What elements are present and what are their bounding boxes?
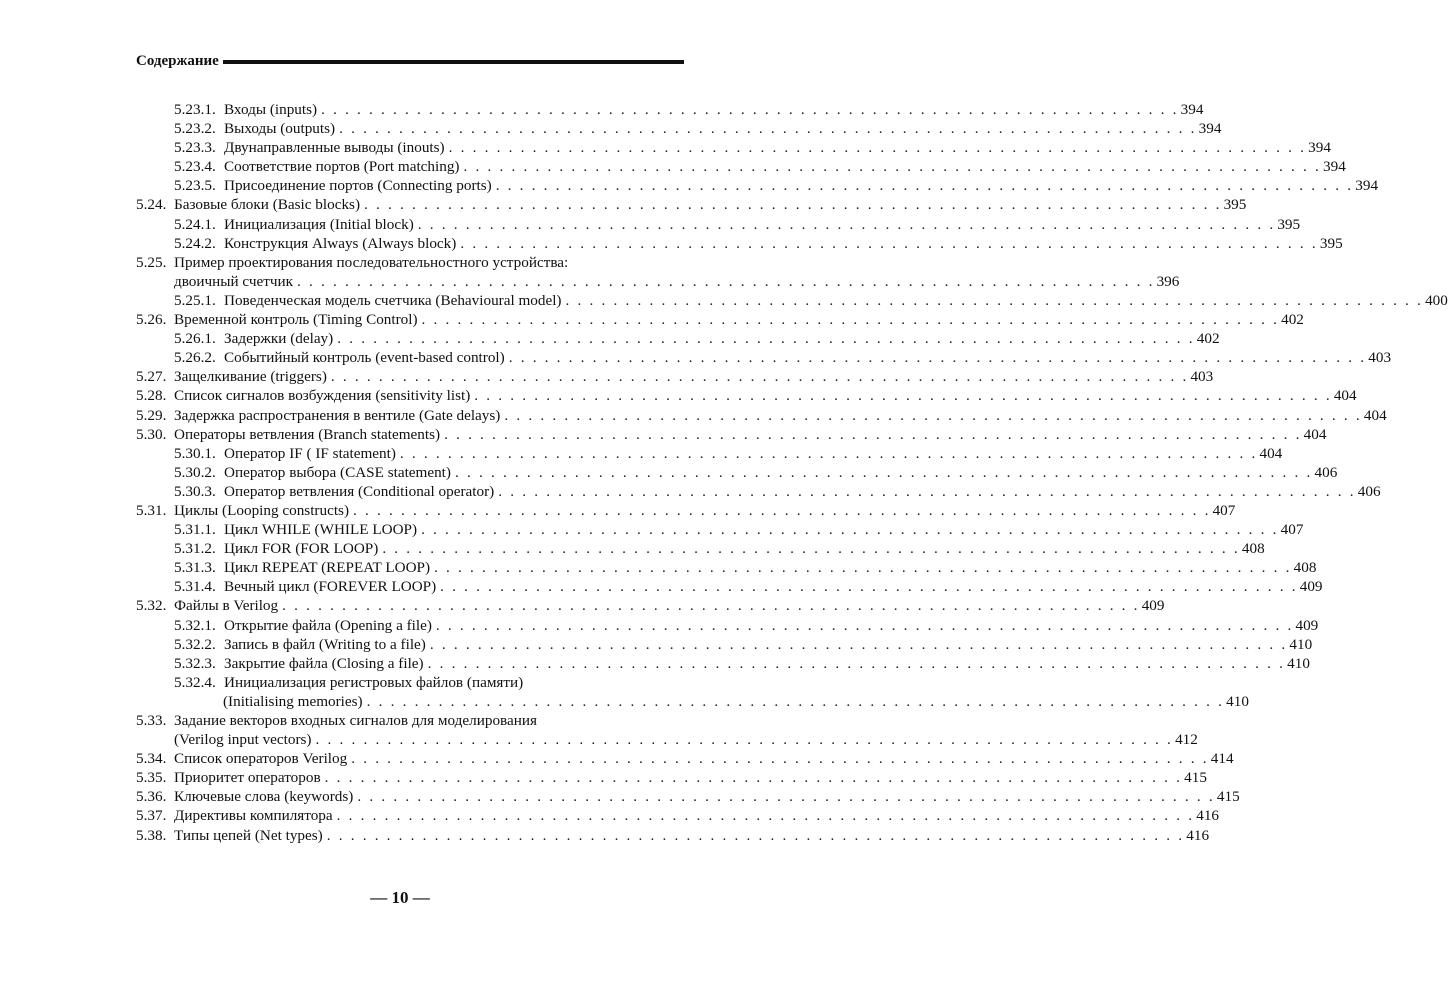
- toc-number: 5.31.: [136, 501, 167, 519]
- toc-number: 5.30.: [136, 425, 167, 443]
- dot-leader: . . . . . . . . . . . . . . . . . . . . . . . . . . . . . . . . . . . . . . . . . . . . . . . . . . . . . . . . . . . . . . . . . . . . . . . .: [330, 368, 1189, 386]
- toc-title: Базовые блоки (Basic blocks): [174, 196, 361, 214]
- toc-row: [136, 501, 1236, 520]
- toc-entry: [174, 272, 1180, 291]
- toc-entry: [224, 463, 1338, 482]
- toc-row: [136, 406, 1387, 425]
- toc-title: (Initialising memories): [223, 692, 363, 710]
- toc-number: 5.30.2.: [174, 463, 216, 481]
- toc-page-number: 402: [1281, 311, 1304, 329]
- toc-entry: [174, 195, 1247, 214]
- toc-title: Присоединение портов (Connecting ports): [224, 177, 492, 195]
- toc-entry: [224, 215, 1301, 234]
- toc-number: 5.31.2.: [174, 540, 216, 558]
- dot-leader: . . . . . . . . . . . . . . . . . . . . . . . . . . . . . . . . . . . . . . . . . . . . . . . . . . . . . . . . . . . . . . . . . . . . . . . .: [498, 482, 1356, 500]
- toc-page-number: 412: [1175, 731, 1198, 749]
- toc-page-number: 394: [1308, 139, 1331, 157]
- toc-row: [136, 157, 1346, 176]
- toc-title: Задержка распространения в вентиле (Gate delays): [174, 406, 501, 424]
- toc-number: 5.31.3.: [174, 559, 216, 577]
- toc-page-number: 394: [1323, 158, 1346, 176]
- dot-leader: . . . . . . . . . . . . . . . . . . . . . . . . . . . . . . . . . . . . . . . . . . . . . . . . . . . . . . . . . . . . . . . . . . . . . . . .: [297, 272, 1155, 290]
- toc-number: 5.34.: [136, 750, 167, 768]
- dot-leader: . . . . . . . . . . . . . . . . . . . . . . . . . . . . . . . . . . . . . . . . . . . . . . . . . . . . . . . . . . . . . . . . . . . . . . . .: [454, 463, 1313, 481]
- dot-leader: . . . . . . . . . . . . . . . . . . . . . . . . . . . . . . . . . . . . . . . . . . . . . . . . . . . . . . . . . . . . . . . . . . . . . . . .: [337, 330, 1195, 348]
- toc-page-number: 408: [1293, 559, 1317, 577]
- toc-row: [136, 768, 1207, 787]
- toc-title: Защелкивание (triggers): [174, 368, 327, 386]
- header-rule: [223, 60, 684, 64]
- toc-page-number: 406: [1357, 482, 1381, 500]
- toc-entry: [174, 501, 1236, 520]
- dot-leader: . . . . . . . . . . . . . . . . . . . . . . . . . . . . . . . . . . . . . . . . . . . . . . . . . . . . . . . . . . . . . . . . . . . . . . . .: [460, 234, 1318, 252]
- toc-entry: [224, 291, 1448, 310]
- toc-title: Запись в файл (Writing to a file): [224, 635, 426, 653]
- toc-row: [136, 253, 681, 272]
- toc-number: 5.36.: [136, 788, 167, 806]
- toc-entry: [224, 482, 1381, 501]
- toc-number: 5.32.1.: [174, 616, 216, 634]
- toc-page-number: 404: [1303, 425, 1327, 443]
- toc-page-number: 415: [1184, 769, 1207, 787]
- toc-title: Соответствие портов (Port matching): [224, 158, 460, 176]
- dot-leader: . . . . . . . . . . . . . . . . . . . . . . . . . . . . . . . . . . . . . . . . . . . . . . . . . . . . . . . . . . . . . . . . . . . . . . . .: [324, 769, 1183, 787]
- toc-page-number: 400: [1425, 291, 1448, 309]
- toc-row: [136, 616, 1319, 635]
- toc-title: Инициализация (Initial block): [224, 215, 414, 233]
- toc-row: [136, 367, 1214, 386]
- toc-entry: [174, 596, 1165, 615]
- page-number: — 10 —: [370, 888, 430, 907]
- toc-entry: [224, 654, 1310, 673]
- toc-page-number: 404: [1363, 406, 1387, 424]
- toc-title: Циклы (Looping constructs): [174, 501, 350, 519]
- dot-leader: . . . . . . . . . . . . . . . . . . . . . . . . . . . . . . . . . . . . . . . . . . . . . . . . . . . . . . . . . . . . . . . . . . . . . . . .: [440, 578, 1298, 596]
- toc-entry: [174, 386, 1357, 405]
- toc-number: 5.24.: [136, 196, 167, 214]
- toc-title: Задание векторов входных сигналов для моделирования: [174, 712, 538, 729]
- dot-leader: . . . . . . . . . . . . . . . . . . . . . . . . . . . . . . . . . . . . . . . . . . . . . . . . . . . . . . . . . . . . . . . . . . . . . . . .: [495, 177, 1354, 195]
- toc-number: 5.23.3.: [174, 139, 216, 157]
- toc-row: [136, 463, 1338, 482]
- toc-entry: [174, 425, 1327, 444]
- toc-row: [136, 577, 1323, 596]
- toc-entry: [174, 806, 1219, 825]
- toc-number: 5.24.1.: [174, 215, 216, 233]
- toc-title: Выходы (outputs): [224, 120, 336, 138]
- toc-entry: [174, 406, 1387, 425]
- dot-leader: . . . . . . . . . . . . . . . . . . . . . . . . . . . . . . . . . . . . . . . . . . . . . . . . . . . . . . . . . . . . . . . . . . . . . . . .: [364, 196, 1222, 214]
- toc-page-number: 404: [1259, 444, 1283, 462]
- toc-page-number: 416: [1196, 807, 1219, 825]
- toc-row: [136, 539, 1265, 558]
- dot-leader: . . . . . . . . . . . . . . . . . . . . . . . . . . . . . . . . . . . . . . . . . . . . . . . . . . . . . . . . . . . . . . . . . . . . . . . .: [399, 444, 1258, 462]
- toc-page-number: 416: [1186, 826, 1210, 844]
- toc-page-number: 395: [1277, 215, 1301, 233]
- dot-leader: . . . . . . . . . . . . . . . . . . . . . . . . . . . . . . . . . . . . . . . . . . . . . . . . . . . . . . . . . . . . . . . . . . . . . . . .: [429, 635, 1288, 653]
- dot-leader: . . . . . . . . . . . . . . . . . . . . . . . . . . . . . . . . . . . . . . . . . . . . . . . . . . . . . . . . . . . . . . . . . . . . . . . .: [434, 559, 1292, 577]
- toc-page-number: 394: [1355, 177, 1379, 195]
- toc-page-number: 414: [1210, 750, 1234, 768]
- toc-row: [136, 444, 1283, 463]
- toc-number: 5.38.: [136, 826, 167, 844]
- toc-page-number: 409: [1141, 597, 1165, 615]
- dot-leader: . . . . . . . . . . . . . . . . . . . . . . . . . . . . . . . . . . . . . . . . . . . . . . . . . . . . . . . . . . . . . . . . . . . . . . . .: [382, 540, 1240, 558]
- toc-row: [136, 730, 1198, 749]
- toc-number: 5.23.5.: [174, 177, 216, 195]
- toc-row: [136, 234, 1343, 253]
- toc-title: Поведенческая модель счетчика (Behavioural model): [224, 291, 562, 309]
- toc-title: Файлы в Verilog: [174, 597, 279, 615]
- toc-title: Типы цепей (Net types): [174, 826, 323, 844]
- toc-page-number: 410: [1287, 654, 1310, 672]
- toc-page-number: 409: [1295, 616, 1319, 634]
- dot-leader: . . . . . . . . . . . . . . . . . . . . . . . . . . . . . . . . . . . . . . . . . . . . . . . . . . . . . . . . . . . . . . . . . . . . . . . .: [339, 120, 1197, 138]
- toc-row: [136, 176, 1379, 195]
- toc-page-number: 410: [1226, 692, 1249, 710]
- toc-number: 5.27.: [136, 368, 167, 386]
- toc-row: [136, 386, 1357, 405]
- toc-number: 5.26.1.: [174, 330, 216, 348]
- toc-row: [136, 806, 1219, 825]
- toc-row: [136, 425, 1327, 444]
- dot-leader: . . . . . . . . . . . . . . . . . . . . . . . . . . . . . . . . . . . . . . . . . . . . . . . . . . . . . . . . . . . . . . . . . . . . . . . .: [357, 788, 1215, 806]
- toc-row: [136, 215, 1301, 234]
- toc-title: Закрытие файла (Closing a file): [224, 654, 424, 672]
- toc-title: Двунаправленные выводы (inouts): [224, 139, 445, 157]
- toc-number: 5.32.: [136, 597, 167, 615]
- toc-number: 5.37.: [136, 807, 167, 825]
- toc-title: двоичный счетчик: [174, 272, 294, 290]
- toc-number: 5.26.2.: [174, 349, 216, 367]
- toc-number: 5.26.: [136, 311, 167, 329]
- toc-entry: [224, 558, 1317, 577]
- toc-row: [136, 749, 1234, 768]
- dot-leader: . . . . . . . . . . . . . . . . . . . . . . . . . . . . . . . . . . . . . . . . . . . . . . . . . . . . . . . . . . . . . . . . . . . . . . . .: [427, 654, 1286, 672]
- toc-number: 5.23.2.: [174, 120, 216, 138]
- dot-leader: . . . . . . . . . . . . . . . . . . . . . . . . . . . . . . . . . . . . . . . . . . . . . . . . . . . . . . . . . . . . . . . . . . . . . . . .: [366, 692, 1225, 710]
- dot-leader: . . . . . . . . . . . . . . . . . . . . . . . . . . . . . . . . . . . . . . . . . . . . . . . . . . . . . . . . . . . . . . . . . . . . . . . .: [508, 349, 1367, 367]
- dot-leader: . . . . . . . . . . . . . . . . . . . . . . . . . . . . . . . . . . . . . . . . . . . . . . . . . . . . . . . . . . . . . . . . . . . . . . . .: [565, 291, 1424, 309]
- toc-title: Оператор выбора (CASE statement): [224, 463, 451, 481]
- toc-number: 5.32.4.: [174, 673, 216, 691]
- toc-number: 5.35.: [136, 769, 167, 787]
- header-title: Содержание: [136, 52, 219, 69]
- toc-number: 5.31.1.: [174, 521, 216, 539]
- toc-row: [136, 310, 1304, 329]
- toc-row: [136, 482, 1381, 501]
- toc-row: [136, 291, 1448, 310]
- toc-page-number: 403: [1368, 349, 1392, 367]
- toc-page-number: 407: [1212, 501, 1236, 519]
- toc-entry: [224, 348, 1392, 367]
- toc-title: Задержки (delay): [224, 330, 334, 348]
- toc-title: Ключевые слова (keywords): [174, 788, 354, 806]
- toc-row: [136, 692, 1249, 711]
- toc-number: 5.30.3.: [174, 482, 216, 500]
- toc-title: Входы (inputs): [224, 101, 318, 118]
- toc-title: (Verilog input vectors): [174, 731, 312, 749]
- dot-leader: . . . . . . . . . . . . . . . . . . . . . . . . . . . . . . . . . . . . . . . . . . . . . . . . . . . . . . . . . . . . . . . . . . . . . . . .: [282, 597, 1140, 615]
- toc-title: Оператор IF ( IF statement): [224, 444, 396, 462]
- toc-title: Конструкция Always (Always block): [224, 234, 457, 252]
- toc-number: 5.24.2.: [174, 234, 216, 252]
- toc-page-number: 407: [1280, 521, 1304, 539]
- toc-entry: [224, 444, 1283, 463]
- toc-title: Приоритет операторов: [174, 769, 321, 787]
- toc-number: 5.30.1.: [174, 444, 216, 462]
- toc-page-number: 395: [1319, 234, 1343, 252]
- toc-page-number: 415: [1216, 788, 1240, 806]
- toc-title: Вечный цикл (FOREVER LOOP): [224, 578, 437, 596]
- toc-number: 5.32.3.: [174, 654, 216, 672]
- toc-row: [136, 558, 1317, 577]
- toc-entry: [223, 692, 1249, 711]
- toc-row: [136, 654, 1310, 673]
- toc-entry: [224, 157, 1346, 176]
- toc-row: [136, 119, 1222, 138]
- toc-row: [136, 596, 1165, 615]
- toc-entry: [174, 310, 1304, 329]
- toc-number: 5.31.4.: [174, 578, 216, 596]
- toc-row: [136, 138, 1331, 157]
- toc-number: 5.23.1.: [174, 101, 216, 118]
- toc-row: [136, 826, 1210, 845]
- toc-title: Цикл WHILE (WHILE LOOP): [224, 521, 418, 539]
- toc-entry: [224, 138, 1331, 157]
- dot-leader: . . . . . . . . . . . . . . . . . . . . . . . . . . . . . . . . . . . . . . . . . . . . . . . . . . . . . . . . . . . . . . . . . . . . . . . .: [463, 158, 1322, 176]
- toc-entry: [224, 176, 1379, 195]
- dot-leader: . . . . . . . . . . . . . . . . . . . . . . . . . . . . . . . . . . . . . . . . . . . . . . . . . . . . . . . . . . . . . . . . . . . . . . . .: [435, 616, 1294, 634]
- toc-page-number: 403: [1190, 368, 1214, 386]
- toc-entry: [174, 826, 1210, 845]
- toc-entry: [224, 329, 1220, 348]
- dot-leader: . . . . . . . . . . . . . . . . . . . . . . . . . . . . . . . . . . . . . . . . . . . . . . . . . . . . . . . . . . . . . . . . . . . . . . . .: [351, 750, 1209, 768]
- dot-leader: . . . . . . . . . . . . . . . . . . . . . . . . . . . . . . . . . . . . . . . . . . . . . . . . . . . . . . . . . . . . . . . . . . . . . . . .: [421, 311, 1280, 329]
- toc-entry: [224, 520, 1304, 539]
- dot-leader: . . . . . . . . . . . . . . . . . . . . . . . . . . . . . . . . . . . . . . . . . . . . . . . . . . . . . . . . . . . . . . . . . . . . . . . .: [474, 387, 1332, 405]
- toc-entry: [224, 234, 1343, 253]
- toc-row: [136, 635, 1313, 654]
- toc-title: Операторы ветвления (Branch statements): [174, 425, 441, 443]
- toc-page-number: 408: [1241, 540, 1265, 558]
- dot-leader: . . . . . . . . . . . . . . . . . . . . . . . . . . . . . . . . . . . . . . . . . . . . . . . . . . . . . . . . . . . . . . . . . . . . . . . .: [504, 406, 1362, 424]
- toc-entry: [224, 539, 1265, 558]
- toc-number: 5.25.1.: [174, 291, 216, 309]
- toc-title: Открытие файла (Opening a file): [224, 616, 432, 634]
- toc-title: Временной контроль (Timing Control): [174, 311, 418, 329]
- table-of-contents: [136, 100, 1448, 845]
- toc-title: Оператор ветвления (Conditional operator): [224, 482, 495, 500]
- toc-page-number: 394: [1180, 101, 1204, 118]
- toc-row: [136, 520, 1304, 539]
- dot-leader: . . . . . . . . . . . . . . . . . . . . . . . . . . . . . . . . . . . . . . . . . . . . . . . . . . . . . . . . . . . . . . . . . . . . . . . .: [417, 215, 1276, 233]
- toc-page-number: 394: [1198, 120, 1222, 138]
- toc-title: Цикл FOR (FOR LOOP): [224, 540, 379, 558]
- toc-row: [136, 272, 1180, 291]
- toc-number: 5.32.2.: [174, 635, 216, 653]
- toc-title: Событийный контроль (event-based control): [224, 349, 505, 367]
- toc-number: 5.33.: [136, 712, 167, 729]
- toc-entry: [174, 730, 1198, 749]
- toc-entry: [174, 768, 1207, 787]
- toc-row: [136, 348, 1392, 367]
- toc-row: [136, 195, 1247, 214]
- toc-row: [136, 100, 1204, 119]
- toc-entry: [224, 119, 1222, 138]
- toc-title: Пример проектирования последовательностного устройства:: [174, 253, 569, 271]
- toc-entry: [224, 616, 1319, 635]
- dot-leader: . . . . . . . . . . . . . . . . . . . . . . . . . . . . . . . . . . . . . . . . . . . . . . . . . . . . . . . . . . . . . . . . . . . . . . . .: [336, 807, 1195, 825]
- toc-number: 5.23.4.: [174, 158, 216, 176]
- toc-number: 5.29.: [136, 406, 167, 424]
- toc-entry: [174, 749, 1234, 768]
- toc-number: 5.28.: [136, 387, 167, 405]
- dot-leader: . . . . . . . . . . . . . . . . . . . . . . . . . . . . . . . . . . . . . . . . . . . . . . . . . . . . . . . . . . . . . . . . . . . . . . . .: [448, 139, 1307, 157]
- toc-number: 5.25.: [136, 253, 167, 271]
- toc-entry: [174, 787, 1240, 806]
- toc-page-number: 406: [1314, 463, 1338, 481]
- toc-row: [136, 711, 681, 730]
- toc-row: [136, 329, 1220, 348]
- toc-title: Список операторов Verilog: [174, 750, 348, 768]
- toc-page-number: 410: [1289, 635, 1313, 653]
- toc-row: [136, 787, 1240, 806]
- dot-leader: . . . . . . . . . . . . . . . . . . . . . . . . . . . . . . . . . . . . . . . . . . . . . . . . . . . . . . . . . . . . . . . . . . . . . . . .: [321, 101, 1179, 118]
- toc-title: Список сигналов возбуждения (sensitivity list): [174, 387, 471, 405]
- running-header: [136, 51, 684, 71]
- toc-title: Цикл REPEAT (REPEAT LOOP): [224, 559, 431, 577]
- toc-page-number: 404: [1333, 387, 1357, 405]
- toc-page-number: 395: [1223, 196, 1247, 214]
- dot-leader: . . . . . . . . . . . . . . . . . . . . . . . . . . . . . . . . . . . . . . . . . . . . . . . . . . . . . . . . . . . . . . . . . . . . . . . .: [326, 826, 1185, 844]
- dot-leader: . . . . . . . . . . . . . . . . . . . . . . . . . . . . . . . . . . . . . . . . . . . . . . . . . . . . . . . . . . . . . . . . . . . . . . . .: [315, 731, 1174, 749]
- dot-leader: . . . . . . . . . . . . . . . . . . . . . . . . . . . . . . . . . . . . . . . . . . . . . . . . . . . . . . . . . . . . . . . . . . . . . . . .: [421, 521, 1279, 539]
- toc-title: Директивы компилятора: [174, 807, 333, 825]
- dot-leader: . . . . . . . . . . . . . . . . . . . . . . . . . . . . . . . . . . . . . . . . . . . . . . . . . . . . . . . . . . . . . . . . . . . . . . . .: [444, 425, 1302, 443]
- toc-page-number: 402: [1196, 330, 1220, 348]
- toc-page-number: 409: [1299, 578, 1323, 596]
- toc-row: [136, 673, 681, 692]
- toc-page-number: 396: [1156, 272, 1180, 290]
- toc-entry: [174, 367, 1214, 386]
- toc-entry: [224, 100, 1204, 119]
- toc-title: Инициализация регистровых файлов (памяти): [224, 673, 524, 691]
- toc-entry: [224, 635, 1313, 654]
- toc-entry: [224, 577, 1323, 596]
- dot-leader: . . . . . . . . . . . . . . . . . . . . . . . . . . . . . . . . . . . . . . . . . . . . . . . . . . . . . . . . . . . . . . . . . . . . . . . .: [353, 501, 1211, 519]
